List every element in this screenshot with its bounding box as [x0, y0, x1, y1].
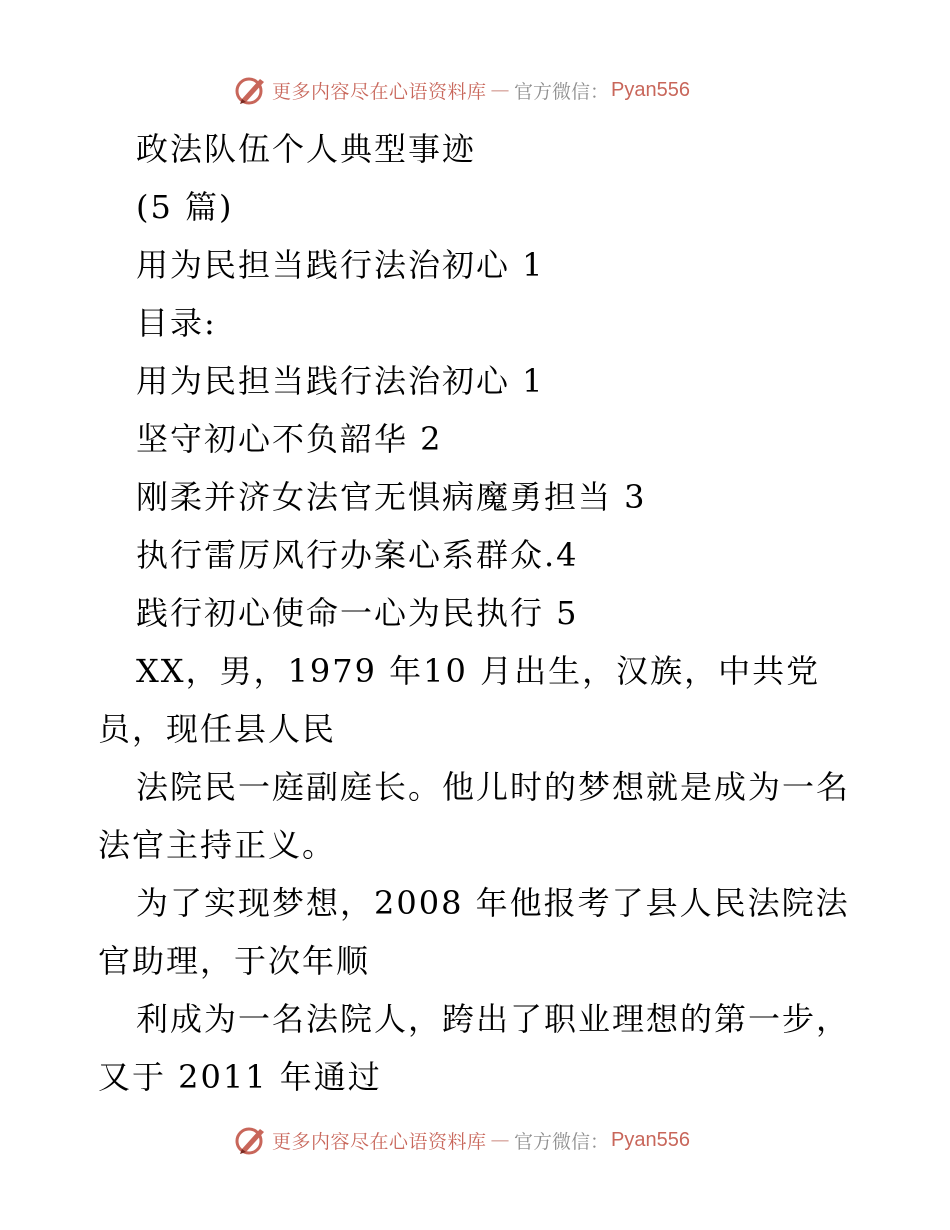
watermark-account-id: Pyan556 — [611, 1128, 690, 1151]
toc-item: 坚守初心不负韶华 2 — [136, 420, 443, 458]
paragraph-line: 又于 2011 年通过 — [98, 1058, 382, 1096]
document-title: 政法队伍个人典型事迹 — [136, 130, 477, 168]
document-subtitle: (5 篇) — [136, 188, 234, 226]
paragraph-line: 为了实现梦想，2008 年他报考了县人民法院法 — [136, 884, 850, 922]
text-line: 用为民担当践行法治初心 1 — [136, 246, 545, 284]
document-body — [98, 120, 858, 1106]
watermark-text: 更多内容尽在心语资料库 — [272, 1130, 487, 1153]
paragraph-line: 法院民一庭副庭长。他儿时的梦想就是成为一名 — [136, 768, 851, 806]
toc-item: 践行初心使命一心为民执行 5 — [136, 594, 579, 632]
toc-heading: 目录: — [136, 304, 217, 342]
paragraph-line: XX，男，1979 年10 月出生，汉族，中共党 — [136, 652, 821, 690]
header-watermark — [234, 70, 690, 110]
watermark-text: 更多内容尽在心语资料库 — [272, 80, 487, 103]
paragraph-line: 员，现任县人民 — [98, 710, 337, 748]
paragraph-line: 官助理，于次年顺 — [98, 942, 371, 980]
pen-logo-icon — [234, 73, 268, 107]
watermark-account-label: 官方微信： — [514, 1130, 610, 1153]
toc-item: 执行雷厉风行办案心系群众.4 — [136, 536, 579, 574]
watermark-account-label: 官方微信： — [514, 80, 610, 103]
watermark-dash: — — [490, 79, 511, 101]
footer-watermark — [234, 1120, 690, 1160]
pen-logo-icon — [234, 1123, 268, 1157]
watermark-dash: — — [490, 1129, 511, 1151]
toc-item: 用为民担当践行法治初心 1 — [136, 362, 545, 400]
watermark-account-id: Pyan556 — [611, 78, 690, 101]
paragraph-line: 法官主持正义。 — [98, 826, 337, 864]
paragraph-line: 利成为一名法院人，跨出了职业理想的第一步， — [136, 1000, 851, 1038]
toc-item: 刚柔并济女法官无惧病魔勇担当 3 — [136, 478, 647, 516]
